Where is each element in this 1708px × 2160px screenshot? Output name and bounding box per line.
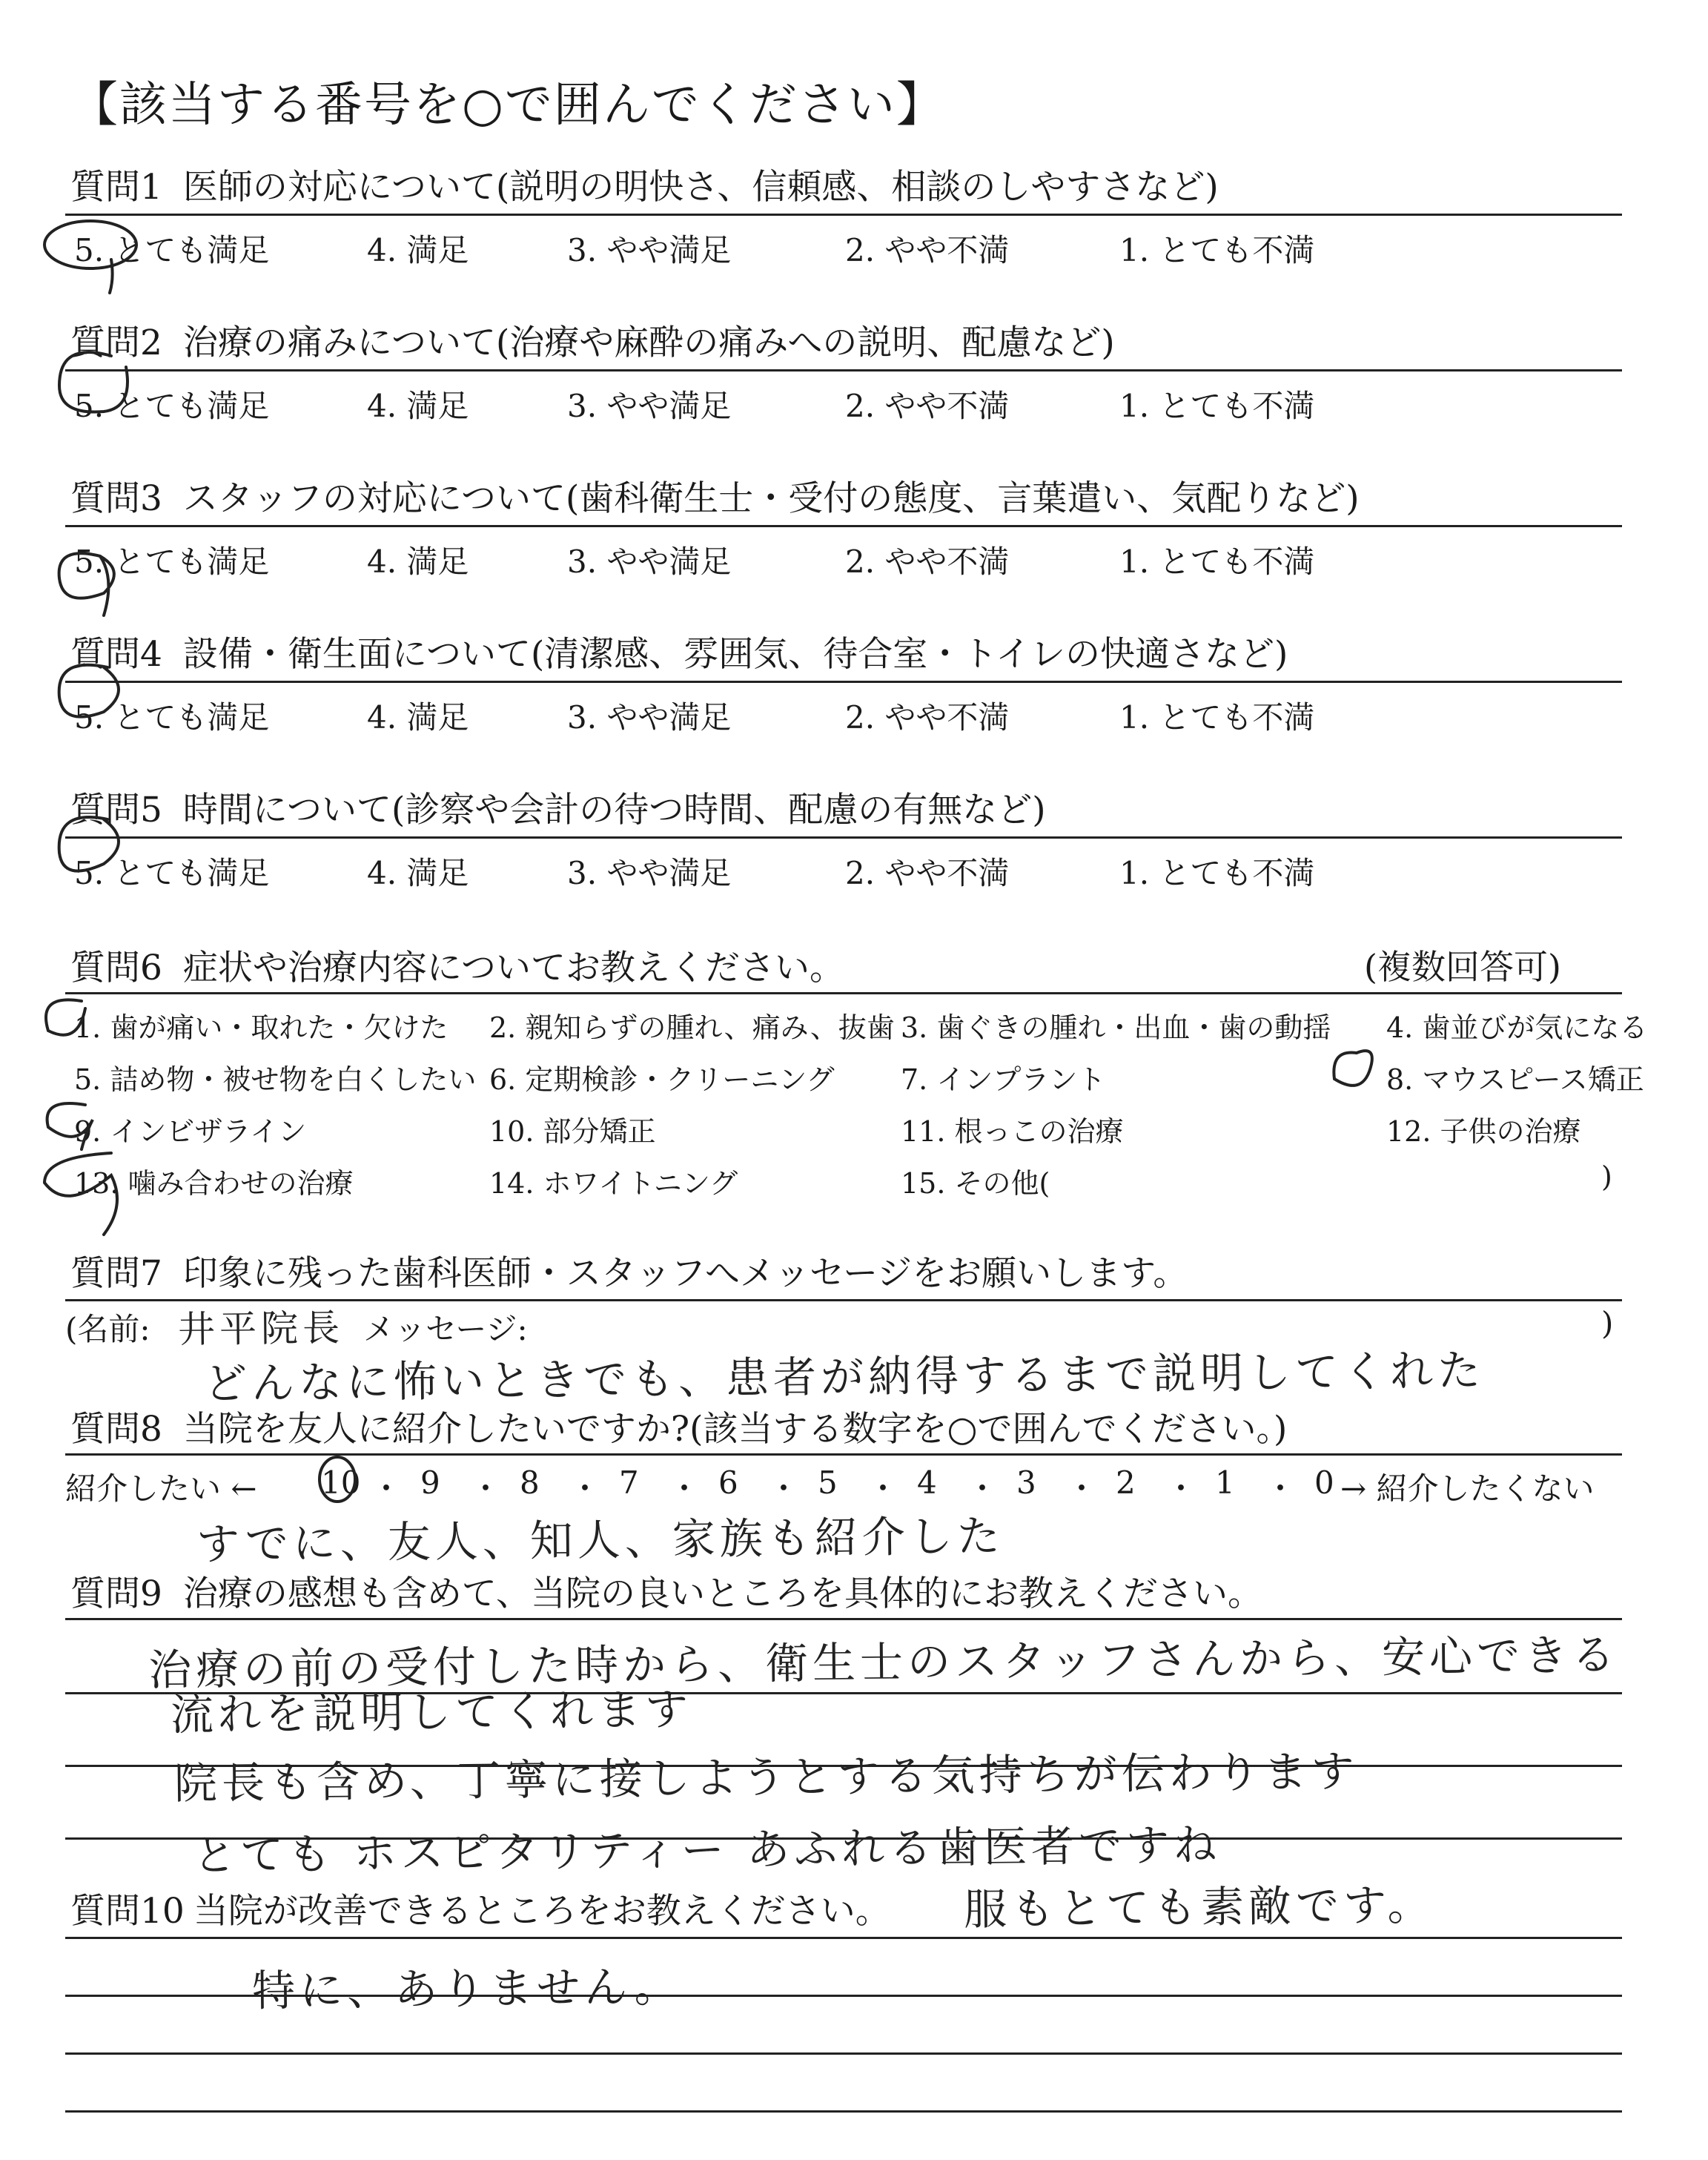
q3-option-5[interactable]: 5. とても満足	[74, 544, 270, 580]
q9-handwritten-line-2: 流れを説明してくれます	[170, 1684, 693, 1740]
q5-rule	[65, 836, 1622, 839]
q9-heading	[70, 1566, 1262, 1616]
q2-rule	[65, 369, 1622, 371]
q4-option-5[interactable]: 5. とても満足	[74, 699, 270, 736]
q5-heading	[70, 782, 1046, 832]
q8-scale-dot: ・	[867, 1470, 899, 1507]
q1-number: 質問1	[70, 167, 162, 208]
q2-option-1[interactable]: 1. とても不満	[1119, 388, 1315, 424]
q8-scale-dot: ・	[371, 1470, 403, 1507]
q8-heading	[70, 1401, 1287, 1451]
q4-heading	[70, 627, 1288, 676]
q7-heading	[70, 1246, 1188, 1295]
q8-scale-dot: ・	[470, 1470, 502, 1507]
q9-text: 治療の感想も含めて、当院の良いところを具体的にお教えください。	[182, 1573, 1262, 1614]
q2-text: 治療の痛みについて(治療や麻酔の痛みへの説明、配慮など)	[182, 323, 1115, 363]
q7-number: 質問7	[70, 1253, 162, 1294]
q7-name-value: 井平院長	[177, 1306, 345, 1352]
q10-rule-3	[65, 2052, 1622, 2055]
q8-scale-dot: ・	[967, 1470, 999, 1507]
page-title: 【該当する番号を○で囲んでください】	[70, 78, 945, 133]
q5-option-4[interactable]: 4. 満足	[367, 855, 469, 891]
q7-message-label: メッセージ:	[363, 1311, 528, 1347]
q6-option-1[interactable]: 1. 歯が痛い・取れた・欠けた	[74, 1011, 448, 1044]
q10-handwritten-side: 服もとても素敵です。	[963, 1879, 1435, 1935]
q3-heading	[70, 471, 1360, 521]
q5-option-1[interactable]: 1. とても不満	[1119, 855, 1315, 891]
q6-option-11[interactable]: 11. 根っこの治療	[901, 1115, 1124, 1148]
q1-option-1[interactable]: 1. とても不満	[1119, 232, 1315, 268]
q6-option-5[interactable]: 5. 詰め物・被せ物を白くしたい	[74, 1063, 477, 1096]
q3-rule	[65, 525, 1622, 527]
q8-scale-dot: ・	[1066, 1470, 1098, 1507]
q7-message-value: どんなに怖いときでも、患者が納得するまで説明してくれた	[203, 1344, 1486, 1410]
q3-option-2[interactable]: 2. やや不満	[845, 544, 1010, 580]
q8-text: 当院を友人に紹介したいですか?(該当する数字を○で囲んでください。)	[182, 1409, 1288, 1450]
q1-rule	[65, 214, 1622, 216]
q8-number: 質問8	[70, 1409, 162, 1450]
q5-option-5[interactable]: 5. とても満足	[74, 855, 270, 891]
q4-option-1[interactable]: 1. とても不満	[1119, 699, 1315, 736]
q6-option-9[interactable]: 9. インビザライン	[74, 1115, 307, 1148]
q8-scale-2[interactable]: 2	[1116, 1464, 1136, 1501]
q6-option-8[interactable]: 8. マウスピース矯正	[1386, 1063, 1644, 1096]
q2-option-2[interactable]: 2. やや不満	[845, 388, 1010, 424]
q6-option-7[interactable]: 7. インプラント	[901, 1063, 1106, 1096]
q10-handwritten-line: 特に、ありません。	[251, 1961, 682, 2017]
q1-text: 医師の対応について(説明の明快さ、信頼感、相談のしやすさなど)	[182, 167, 1219, 208]
q6-option-10[interactable]: 10. 部分矯正	[489, 1115, 656, 1148]
q6-number: 質問6	[70, 948, 162, 988]
q8-scale-3[interactable]: 3	[1016, 1464, 1036, 1501]
q8-scale-7[interactable]: 7	[619, 1464, 639, 1501]
q8-scale-8[interactable]: 8	[520, 1464, 540, 1501]
q8-scale-9[interactable]: 9	[420, 1464, 440, 1501]
q8-scale-1[interactable]: 1	[1215, 1464, 1235, 1501]
q9-handwritten-line-4: とても ホスピタリティー あふれる歯医者ですね	[192, 1819, 1222, 1881]
q6-rule	[65, 992, 1622, 994]
q7-close-paren: )	[1601, 1305, 1614, 1341]
q6-option-13[interactable]: 13. 噛み合わせの治療	[74, 1167, 354, 1200]
q6-option-15-close: )	[1601, 1160, 1612, 1193]
q8-scale-6[interactable]: 6	[718, 1464, 738, 1501]
q8-scale-4[interactable]: 4	[917, 1464, 937, 1501]
q8-scale-dot: ・	[768, 1470, 800, 1507]
q6-option-15[interactable]: 15. その他(	[901, 1167, 1050, 1200]
q7-text: 印象に残った歯科医師・スタッフへメッセージをお願いします。	[182, 1253, 1188, 1294]
q2-option-3[interactable]: 3. やや満足	[567, 388, 732, 424]
q6-option-4[interactable]: 4. 歯並びが気になる	[1386, 1011, 1648, 1044]
q8-scale-dot: ・	[669, 1470, 701, 1507]
q8-right-label: → 紹介したくない	[1340, 1470, 1595, 1507]
q8-scale-10[interactable]: 10	[321, 1464, 361, 1501]
circle-q6-8	[1334, 1051, 1371, 1086]
q4-number: 質問4	[70, 634, 162, 675]
q1-option-4[interactable]: 4. 満足	[367, 232, 469, 268]
q10-text: 当院が改善できるところをお教えください。	[193, 1891, 890, 1932]
q4-text: 設備・衛生面について(清潔感、雰囲気、待合室・トイレの快適さなど)	[182, 634, 1288, 675]
q8-scale-5[interactable]: 5	[818, 1464, 838, 1501]
q2-option-4[interactable]: 4. 満足	[367, 388, 469, 424]
q5-number: 質問5	[70, 790, 162, 830]
q4-rule	[65, 681, 1622, 683]
q4-option-3[interactable]: 3. やや満足	[567, 699, 732, 736]
q6-option-2[interactable]: 2. 親知らずの腫れ、痛み、抜歯	[489, 1011, 895, 1044]
q1-option-3[interactable]: 3. やや満足	[567, 232, 732, 268]
q3-option-1[interactable]: 1. とても不満	[1119, 544, 1315, 580]
q8-scale-dot: ・	[1265, 1470, 1297, 1507]
q4-option-2[interactable]: 2. やや不満	[845, 699, 1010, 736]
q9-number: 質問9	[70, 1573, 162, 1614]
q10-rule-4	[65, 2110, 1622, 2113]
q8-scale-dot: ・	[1165, 1470, 1197, 1507]
q2-number: 質問2	[70, 323, 162, 363]
q1-option-2[interactable]: 2. やや不満	[845, 232, 1010, 268]
q8-rule	[65, 1453, 1622, 1456]
q9-handwritten-line-1: 治療の前の受付した時から、衛生士のスタッフさんから、安心できる	[148, 1629, 1620, 1696]
q2-option-5[interactable]: 5. とても満足	[74, 388, 270, 424]
q10-number: 質問10	[70, 1891, 185, 1932]
q4-option-4[interactable]: 4. 満足	[367, 699, 469, 736]
q5-option-3[interactable]: 3. やや満足	[567, 855, 732, 891]
q5-text: 時間について(診察や会計の待つ時間、配慮の有無など)	[182, 790, 1046, 830]
q8-scale-dot: ・	[569, 1470, 601, 1507]
q6-option-12[interactable]: 12. 子供の治療	[1386, 1115, 1581, 1148]
q3-number: 質問3	[70, 478, 162, 519]
q7-name-label: (名前:	[65, 1311, 150, 1347]
q10-rule-1	[65, 1937, 1622, 1939]
q1-heading	[70, 159, 1219, 209]
q6-option-3[interactable]: 3. 歯ぐきの腫れ・出血・歯の動揺	[901, 1011, 1331, 1044]
q9-rule-1	[65, 1618, 1622, 1620]
q8-handwritten-note: すでに、友人、知人、家族も紹介した	[196, 1510, 1005, 1570]
q3-option-3[interactable]: 3. やや満足	[567, 544, 732, 580]
q9-handwritten-line-3: 院長も含め、丁寧に接しようとする気持ちが伝わります	[173, 1745, 1360, 1809]
q6-heading	[70, 940, 844, 990]
q3-text: スタッフの対応について(歯科衛生士・受付の態度、言葉遣い、気配りなど)	[182, 478, 1360, 519]
q6-note: (複数回答可)	[1364, 947, 1561, 987]
q8-left-label: 紹介したい ←	[65, 1470, 257, 1507]
q6-option-6[interactable]: 6. 定期検診・クリーニング	[489, 1063, 835, 1096]
q8-scale-0[interactable]: 0	[1314, 1464, 1334, 1501]
q2-heading	[70, 315, 1115, 365]
q1-option-5[interactable]: 5. とても満足	[74, 232, 270, 268]
q5-option-2[interactable]: 2. やや不満	[845, 855, 1010, 891]
q6-text: 症状や治療内容についてお教えください。	[182, 948, 844, 988]
q6-option-14[interactable]: 14. ホワイトニング	[489, 1167, 738, 1200]
q10-heading	[70, 1883, 890, 1933]
q3-option-4[interactable]: 4. 満足	[367, 544, 469, 580]
